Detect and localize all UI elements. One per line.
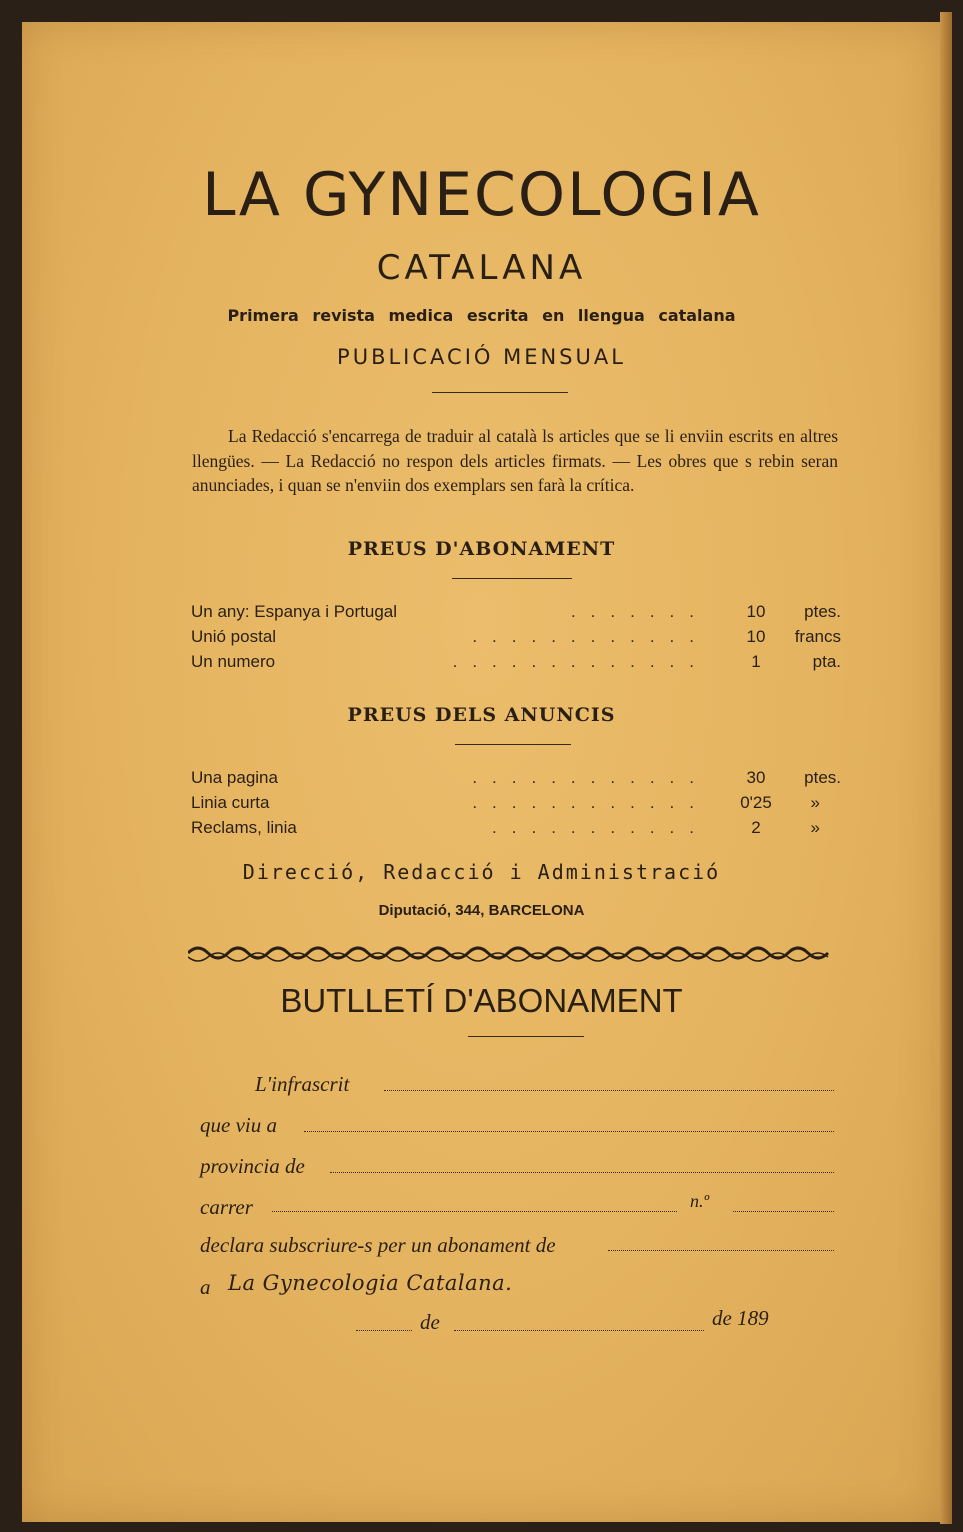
intro-paragraph: La Redacció s'encarrega de traduir al català ls articles que se li enviin escrits en altres llengües. — La Redacció no respon dels articles firmats. — Les obres que s rebin seran anunciades, i quan se n'enviin dos exemplars sen farà la crítica. — [192, 426, 838, 495]
price-amount: 1 — [751, 652, 761, 671]
street-number-field[interactable] — [733, 1211, 834, 1212]
divider — [432, 392, 568, 393]
page-edge — [940, 12, 952, 1524]
price-amount: 0'25 — [740, 793, 772, 812]
subscription-heading: PREUS D'ABONAMENT — [347, 538, 616, 560]
leader-dots: ............. — [452, 652, 709, 671]
province-field[interactable] — [330, 1172, 834, 1173]
residence-label: que viu a — [200, 1113, 277, 1137]
date-year-label: de 189 — [712, 1306, 769, 1330]
price-row — [191, 768, 841, 792]
leader-dots: ............ — [472, 627, 709, 646]
price-unit: ptes. — [804, 768, 841, 787]
price-label: Un any: Espanya i Portugal — [191, 602, 398, 621]
street-field[interactable] — [272, 1211, 677, 1212]
price-label: Reclams, linia — [191, 818, 297, 837]
price-row — [191, 652, 841, 676]
journal-subtitle: CATALANA — [376, 248, 587, 288]
administration-address: Diputació, 344, BARCELONA — [378, 902, 585, 919]
declaration-label: declara subscriure-s per un abonament de — [200, 1233, 556, 1257]
ornamental-border — [188, 938, 838, 968]
ads-heading: PREUS DELS ANUNCIS — [347, 704, 616, 726]
date-day-field[interactable] — [356, 1330, 412, 1331]
journal-name-script: La Gynecologia Catalana. — [228, 1271, 513, 1295]
price-label: Un numero — [191, 652, 276, 671]
date-de-label: de — [420, 1310, 440, 1334]
price-amount: 10 — [746, 627, 766, 646]
price-amount: 2 — [751, 818, 761, 837]
street-number-label: n.º — [690, 1191, 710, 1211]
subscriber-name-label: L'infrascrit — [255, 1072, 350, 1096]
administration-heading: Direcció, Redacció i Administració — [242, 860, 721, 884]
street-label: carrer — [200, 1195, 253, 1219]
divider — [455, 744, 571, 745]
price-unit: » — [810, 793, 820, 812]
price-unit: ptes. — [804, 602, 841, 621]
price-row — [191, 818, 841, 842]
leader-dots: ........... — [492, 818, 709, 837]
publication-frequency: PUBLICACIÓ MENSUAL — [337, 345, 626, 369]
price-amount: 30 — [746, 768, 766, 787]
price-row — [191, 602, 841, 626]
residence-field[interactable] — [304, 1131, 834, 1132]
divider — [468, 1036, 584, 1037]
form-title: BUTLLETÍ D'ABONAMENT — [280, 982, 683, 1019]
journal-prefix: a — [200, 1275, 211, 1299]
price-unit: » — [810, 818, 820, 837]
price-unit: francs — [794, 627, 841, 646]
price-amount: 10 — [746, 602, 766, 621]
journal-title: LA GYNECOLOGIA — [202, 160, 761, 230]
leader-dots: ....... — [570, 602, 709, 621]
subscriber-name-field[interactable] — [384, 1090, 834, 1091]
leader-dots: ............ — [472, 768, 709, 787]
price-label: Unió postal — [191, 627, 277, 646]
price-label: Una pagina — [191, 768, 278, 787]
subscription-period-field[interactable] — [608, 1250, 834, 1251]
divider — [452, 578, 572, 579]
leader-dots: ............ — [472, 793, 709, 812]
price-label: Linia curta — [191, 793, 270, 812]
date-month-field[interactable] — [454, 1330, 704, 1331]
price-row — [191, 627, 841, 651]
price-row — [191, 793, 841, 817]
province-label: provincia de — [200, 1154, 305, 1178]
price-unit: pta. — [812, 652, 841, 671]
tagline: Primera revista medica escrita en llengua catalana — [227, 306, 736, 325]
